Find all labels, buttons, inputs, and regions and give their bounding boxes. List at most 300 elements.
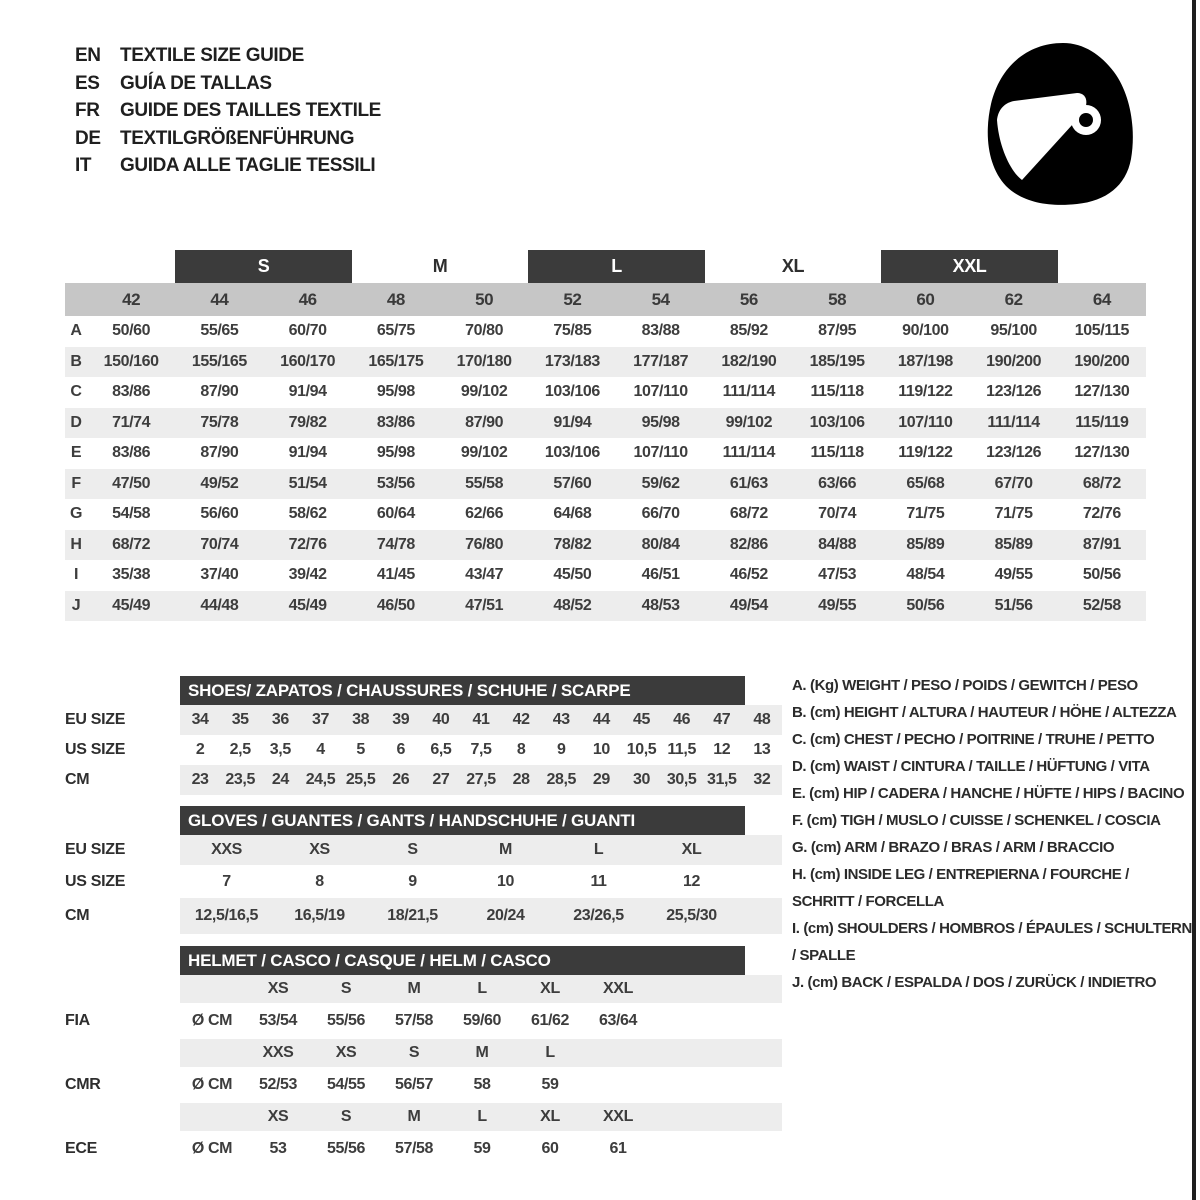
size-cell: 111/114: [722, 383, 776, 401]
size-cell: 78/82: [553, 535, 592, 553]
legend-text: HEIGHT / ALTURA / HAUTEUR / HÖHE / ALTEZZA: [843, 704, 1177, 721]
legend-item: [792, 780, 1192, 807]
size-cell: 58/62: [288, 505, 327, 523]
size-cell: 60/64: [376, 505, 415, 523]
gloves-row-label: EU SIZE: [65, 841, 126, 858]
shoes-cell: 43: [552, 711, 570, 728]
helmet-cell: 57/58: [394, 1140, 434, 1157]
textile-size-table: [65, 250, 1146, 621]
helmet-row: [65, 1067, 785, 1103]
size-cell: 72/76: [1082, 505, 1121, 523]
size-cell: 48/53: [641, 596, 680, 614]
shoes-cell: 2: [195, 741, 205, 758]
size-cell: 37/40: [200, 566, 239, 584]
legend: [792, 672, 1192, 996]
size-cell: 119/122: [898, 444, 953, 462]
legend-unit: (cm): [809, 785, 840, 802]
size-row: [65, 347, 1146, 378]
size-group-cell: [1058, 250, 1146, 283]
size-cell: 99/102: [460, 444, 508, 462]
size-cell: 107/110: [633, 444, 688, 462]
shoes-cell: 39: [392, 711, 410, 728]
size-cell: 95/98: [376, 383, 415, 401]
size-cell: 74/78: [376, 535, 415, 553]
size-cell: 182/190: [721, 352, 777, 370]
language-title: TEXTILGRÖßENFÜHRUNG: [120, 127, 355, 149]
size-cell: 57/60: [553, 474, 592, 492]
gloves-title-bar: GLOVES / GUANTES / GANTS / HANDSCHUHE / GUANTI: [180, 806, 745, 835]
gloves-section: [65, 806, 785, 934]
legend-item: [792, 807, 1192, 834]
legend-item: [792, 753, 1192, 780]
language-row: [75, 70, 381, 98]
size-col-header: 56: [705, 283, 793, 316]
size-cell: 52/58: [1082, 596, 1121, 614]
size-cell: 71/75: [994, 505, 1033, 523]
size-cell: 85/89: [906, 535, 945, 553]
size-row-label: J: [71, 596, 81, 614]
gloves-cell: 11: [590, 872, 607, 890]
gloves-cell: 7: [222, 872, 231, 890]
shoes-cell: 40: [432, 711, 450, 728]
legend-unit: (cm): [809, 731, 841, 748]
size-cell: 83/86: [376, 413, 415, 431]
size-cell: 127/130: [1074, 383, 1130, 401]
size-cell: 65/68: [906, 474, 945, 492]
gloves-row: [65, 898, 785, 934]
shoes-row: [65, 735, 785, 765]
gloves-row-label: CM: [65, 907, 90, 924]
legend-unit: (cm): [809, 704, 841, 721]
language-code: ES: [75, 72, 100, 94]
size-cell: 68/72: [112, 535, 151, 553]
size-cell: 177/187: [633, 352, 689, 370]
size-cell: 44/48: [200, 596, 239, 614]
size-cell: 95/100: [990, 322, 1037, 340]
size-cell: 46/51: [641, 566, 680, 584]
shoes-cell: 4: [316, 741, 325, 758]
size-cell: 115/119: [1075, 413, 1129, 431]
size-cell: 173/183: [544, 352, 600, 370]
size-cell: 67/70: [994, 474, 1033, 492]
size-cell: 87/90: [200, 383, 239, 401]
size-cell: 103/106: [809, 413, 865, 431]
size-cell: 35/38: [112, 566, 151, 584]
helmet-size-label: XXL: [603, 980, 633, 997]
size-cell: 54/58: [112, 505, 151, 523]
size-row-label: F: [71, 474, 81, 492]
legend-key: D.: [792, 758, 807, 775]
helmet-size-label: XS: [267, 1108, 289, 1125]
size-cell: 68/72: [729, 505, 768, 523]
size-row: [65, 591, 1146, 622]
helmet-row-label: ECE: [65, 1140, 97, 1157]
shoes-cell: 45: [633, 711, 651, 728]
size-row: [65, 316, 1146, 347]
helmet-size-label: S: [408, 1044, 420, 1061]
legend-unit: (cm): [809, 758, 841, 775]
language-row: [75, 152, 381, 180]
size-cell: 91/94: [553, 413, 592, 431]
shoes-cell: 28: [512, 771, 530, 788]
legend-text: BACK / ESPALDA / DOS / ZURÜCK / INDIETRO: [841, 974, 1157, 991]
helmet-unit: Ø CM: [191, 1140, 233, 1157]
size-cell: 95/98: [641, 413, 680, 431]
size-cell: 59/62: [641, 474, 680, 492]
size-cell: 72/76: [288, 535, 327, 553]
shoes-cell: 31,5: [707, 771, 737, 788]
shoes-cell: 27: [432, 771, 450, 788]
legend-text: SHOULDERS / HOMBROS / ÉPAULES / SCHULTERN / SPALLE: [792, 920, 1192, 964]
language-title: GUÍA DE TALLAS: [120, 72, 272, 94]
helmet-cell: 56/57: [394, 1076, 434, 1093]
size-cell: 47/53: [818, 566, 857, 584]
size-cell: 82/86: [729, 535, 768, 553]
size-col-header: 50: [440, 283, 528, 316]
language-row: [75, 125, 381, 153]
helmet-values-grid: [180, 1067, 782, 1103]
size-cell: 111/114: [722, 444, 776, 462]
legend-key: I.: [792, 920, 800, 937]
language-list: [75, 42, 381, 180]
language-code: DE: [75, 127, 101, 149]
legend-key: B.: [792, 704, 807, 721]
size-col-header: 46: [264, 283, 352, 316]
shoes-section: [65, 676, 785, 795]
helmet-size-header-row: [65, 1039, 785, 1067]
legend-text: HIP / CADERA / HANCHE / HÜFTE / HIPS / BACINO: [843, 785, 1185, 802]
size-row-label: G: [69, 505, 83, 523]
size-cell: 48/52: [553, 596, 592, 614]
size-cell: 87/91: [1082, 535, 1121, 553]
size-cell: 65/75: [376, 322, 415, 340]
gloves-cell: 23/26,5: [573, 907, 624, 924]
legend-unit: (cm): [809, 866, 841, 883]
gloves-cell: 8: [315, 872, 324, 890]
size-cell: 87/90: [465, 413, 504, 431]
language-code: EN: [75, 45, 101, 66]
shoes-cell: 13: [753, 741, 771, 758]
size-cell: 51/56: [994, 596, 1033, 614]
size-cell: 48/54: [906, 566, 945, 584]
helmet-cell: 57/58: [394, 1012, 434, 1029]
legend-unit: (cm): [806, 812, 837, 829]
gloves-cell: XL: [681, 841, 702, 858]
size-col-header: 44: [175, 283, 263, 316]
shoes-cell: 44: [592, 711, 610, 728]
size-row: [65, 438, 1146, 469]
size-cell: 127/130: [1074, 444, 1130, 462]
shoes-cell: 27,5: [466, 771, 496, 788]
size-cell: 103/106: [544, 383, 600, 401]
legend-item: [792, 699, 1192, 726]
shoes-cell: 46: [673, 711, 691, 728]
shoes-cell: 30,5: [666, 771, 697, 788]
size-cell: 150/160: [103, 352, 159, 370]
helmet-size-header-row: [65, 1103, 785, 1131]
size-cell: 87/90: [200, 444, 239, 462]
legend-text: CHEST / PECHO / POITRINE / TRUHE / PETTO: [843, 731, 1155, 748]
helmet-cell: 54/55: [326, 1076, 366, 1093]
gloves-cell: XXS: [211, 841, 242, 858]
size-cell: 39/42: [288, 566, 327, 584]
helmet-size-label: L: [477, 980, 487, 997]
gloves-cell: 25,5/30: [666, 907, 717, 924]
shoes-cell: 10: [592, 741, 610, 758]
size-cell: 105/115: [1074, 322, 1129, 340]
helmet-size-header-grid: [180, 975, 782, 1003]
language-title: GUIDA ALLE TAGLIE TESSILI: [120, 155, 376, 176]
size-cell: 90/100: [902, 322, 949, 340]
size-col-header: 52: [528, 283, 616, 316]
size-cell: 43/47: [465, 566, 504, 584]
helmet-size-label: L: [545, 1044, 555, 1061]
size-group-cell: L: [528, 250, 705, 283]
language-code: FR: [75, 100, 100, 121]
size-cell: 47/51: [465, 596, 504, 614]
helmet-cell: 63/64: [598, 1012, 638, 1029]
helmet-size-label: XS: [335, 1044, 357, 1061]
shoes-cell: 23,5: [225, 771, 255, 788]
helmet-values-grid: [180, 1131, 782, 1167]
helmet-cell: 61: [609, 1140, 627, 1157]
shoes-cell: 41: [472, 711, 490, 728]
size-cell: 165/175: [368, 352, 424, 370]
shoes-values: [180, 705, 782, 735]
size-cell: 80/84: [641, 535, 680, 553]
size-group-cell: S: [175, 250, 352, 283]
size-cell: 123/126: [986, 383, 1042, 401]
size-row: [65, 560, 1146, 591]
size-cell: 87/95: [818, 322, 857, 340]
shoes-cell: 23: [191, 771, 209, 788]
shoes-cell: 47: [713, 711, 731, 728]
shoes-cell: 8: [516, 741, 526, 758]
shoes-title-bar: SHOES/ ZAPATOS / CHAUSSURES / SCHUHE / SCARPE: [180, 676, 745, 705]
gloves-cell: 12: [683, 872, 700, 890]
size-cell: 46/50: [376, 596, 415, 614]
helmet-size-label: XXS: [262, 1044, 294, 1061]
size-cell: 51/54: [288, 474, 327, 492]
shoes-cell: 6: [396, 741, 405, 758]
size-cell: 107/110: [898, 413, 953, 431]
size-cell: 115/118: [810, 444, 864, 462]
size-cell: 91/94: [288, 444, 327, 462]
helmet-size-header-grid: [180, 1039, 782, 1067]
shoes-cell: 10,5: [626, 741, 657, 758]
gloves-cell: 18/21,5: [387, 907, 438, 924]
size-cell: 155/165: [191, 352, 247, 370]
size-cell: 91/94: [288, 383, 327, 401]
shoes-cell: 3,5: [269, 741, 291, 758]
size-row-label: C: [70, 383, 82, 401]
legend-text: ARM / BRAZO / BRAS / ARM / BRACCIO: [844, 839, 1115, 856]
shoes-cell: 25,5: [345, 771, 376, 788]
helmet-size-header-grid: [180, 1103, 782, 1131]
size-col-header: 42: [87, 283, 175, 316]
shoes-cell: 2,5: [229, 741, 251, 758]
size-row-label: B: [70, 352, 82, 370]
size-row: [65, 530, 1146, 561]
size-cell: 83/86: [112, 444, 151, 462]
size-cell: 50/56: [1082, 566, 1121, 584]
helmet-size-label: S: [340, 1108, 352, 1125]
legend-text: TIGH / MUSLO / CUISSE / SCHENKEL / COSCIA: [840, 812, 1161, 829]
shoes-row-label: EU SIZE: [65, 711, 126, 728]
size-cell: 119/122: [898, 383, 953, 401]
size-cell: 111/114: [987, 413, 1040, 431]
legend-unit: (Kg): [809, 677, 839, 694]
shoes-cell: 12: [713, 741, 731, 758]
legend-key: F.: [792, 812, 803, 829]
helmet-icon: [980, 40, 1135, 210]
shoes-cell: 35: [231, 711, 249, 728]
legend-unit: (cm): [807, 974, 838, 991]
legend-key: J.: [792, 974, 804, 991]
legend-item: [792, 861, 1192, 915]
legend-text: WEIGHT / PESO / POIDS / GEWITCH / PESO: [842, 677, 1138, 694]
shoes-cell: 48: [753, 711, 771, 728]
size-cell: 115/118: [810, 383, 864, 401]
size-cell: 99/102: [460, 383, 508, 401]
language-title: TEXTILE SIZE GUIDE: [120, 45, 304, 66]
size-row-label: E: [70, 444, 82, 462]
helmet-cell: 60: [541, 1140, 559, 1157]
legend-item: [792, 726, 1192, 753]
language-row: [75, 97, 381, 125]
shoes-row: [65, 705, 785, 735]
shoes-cell: 24,5: [305, 771, 336, 788]
size-cell: 70/74: [818, 505, 857, 523]
gloves-values: [180, 865, 782, 898]
size-cell: 70/80: [465, 322, 504, 340]
size-cell: 47/50: [112, 474, 151, 492]
size-row-label: H: [70, 535, 82, 553]
size-cell: 55/58: [465, 474, 504, 492]
size-cell: 50/60: [112, 322, 151, 340]
size-cell: 50/56: [906, 596, 945, 614]
legend-key: E.: [792, 785, 806, 802]
shoes-cell: 6,5: [430, 741, 452, 758]
helmet-size-label: XL: [540, 1108, 560, 1125]
size-cell: 71/75: [906, 505, 945, 523]
shoes-values: [180, 735, 782, 765]
gloves-cell: S: [407, 841, 418, 858]
size-col-header: 58: [793, 283, 881, 316]
gloves-cell: XS: [309, 841, 330, 858]
helmet-cell: 59: [473, 1140, 491, 1157]
size-cell: 49/54: [729, 596, 768, 614]
helmet-title-bar: HELMET / CASCO / CASQUE / HELM / CASCO: [180, 946, 745, 975]
size-cell: 49/52: [200, 474, 239, 492]
legend-key: A.: [792, 677, 807, 694]
size-cell: 62/66: [465, 505, 504, 523]
helmet-cell: 59: [541, 1076, 559, 1093]
helmet-cell: 55/56: [326, 1012, 366, 1029]
size-row: [65, 499, 1146, 530]
size-cell: 75/85: [553, 322, 592, 340]
legend-unit: (cm): [810, 839, 841, 856]
shoes-cell: 32: [753, 771, 771, 788]
size-cell: 103/106: [544, 444, 600, 462]
helmet-cell: 53/54: [258, 1012, 298, 1029]
language-title: GUIDE DES TAILLES TEXTILE: [120, 100, 381, 121]
legend-item: [792, 915, 1192, 969]
size-row: [65, 408, 1146, 439]
size-cell: 76/80: [465, 535, 504, 553]
gloves-cell: 16,5/19: [294, 907, 345, 924]
gloves-cell: 12,5/16,5: [194, 907, 259, 924]
size-cell: 85/89: [994, 535, 1033, 553]
size-cell: 49/55: [994, 566, 1033, 584]
size-cell: 190/200: [986, 352, 1042, 370]
size-cell: 84/88: [818, 535, 857, 553]
gloves-cell: 9: [408, 872, 417, 890]
helmet-size-label: M: [407, 1108, 421, 1125]
shoes-cell: 37: [311, 711, 329, 728]
legend-item: [792, 672, 1192, 699]
gloves-cell: 10: [497, 872, 514, 890]
size-cell: 49/55: [818, 596, 857, 614]
size-cell: 63/66: [818, 474, 857, 492]
gloves-row: [65, 865, 785, 898]
helmet-row-label: FIA: [65, 1012, 90, 1029]
size-cell: 66/70: [641, 505, 680, 523]
size-group-cell: XXL: [881, 250, 1058, 283]
gloves-row: [65, 835, 785, 865]
size-cell: 71/74: [112, 413, 151, 431]
size-cell: 160/170: [280, 352, 336, 370]
size-cell: 46/52: [729, 566, 768, 584]
legend-item: [792, 834, 1192, 861]
right-edge-border: [1192, 0, 1196, 1200]
size-cell: 79/82: [288, 413, 327, 431]
helmet-size-label: XS: [267, 980, 289, 997]
shoes-cell: 36: [271, 711, 289, 728]
legend-key: H.: [792, 866, 807, 883]
size-cell: 56/60: [200, 505, 239, 523]
size-cell: 70/74: [200, 535, 239, 553]
shoes-cell: 34: [191, 711, 209, 728]
shoes-cell: 9: [557, 741, 566, 758]
shoes-row-label: CM: [65, 771, 90, 788]
size-cell: 45/50: [553, 566, 592, 584]
size-col-header: 60: [881, 283, 969, 316]
shoes-cell: 42: [512, 711, 530, 728]
size-cell: 85/92: [729, 322, 768, 340]
size-cell: 64/68: [553, 505, 592, 523]
size-row-label: A: [70, 322, 82, 340]
shoes-cell: 11,5: [667, 741, 696, 758]
size-col-header: 48: [352, 283, 440, 316]
gloves-cell: L: [593, 841, 604, 858]
size-cell: 75/78: [200, 413, 239, 431]
size-row-label: D: [70, 413, 82, 431]
size-cell: 123/126: [986, 444, 1042, 462]
shoes-cell: 7,5: [470, 741, 492, 758]
shoes-cell: 30: [633, 771, 651, 788]
size-col-header: 64: [1058, 283, 1146, 316]
size-cell: 53/56: [376, 474, 415, 492]
shoes-cell: 29: [592, 771, 610, 788]
helmet-size-header-row: [65, 975, 785, 1003]
language-row: [75, 42, 381, 70]
language-code: IT: [75, 155, 92, 176]
size-cell: 45/49: [112, 596, 151, 614]
size-group-cell: [65, 250, 175, 283]
size-cell: 45/49: [288, 596, 327, 614]
gloves-values: [180, 898, 782, 934]
